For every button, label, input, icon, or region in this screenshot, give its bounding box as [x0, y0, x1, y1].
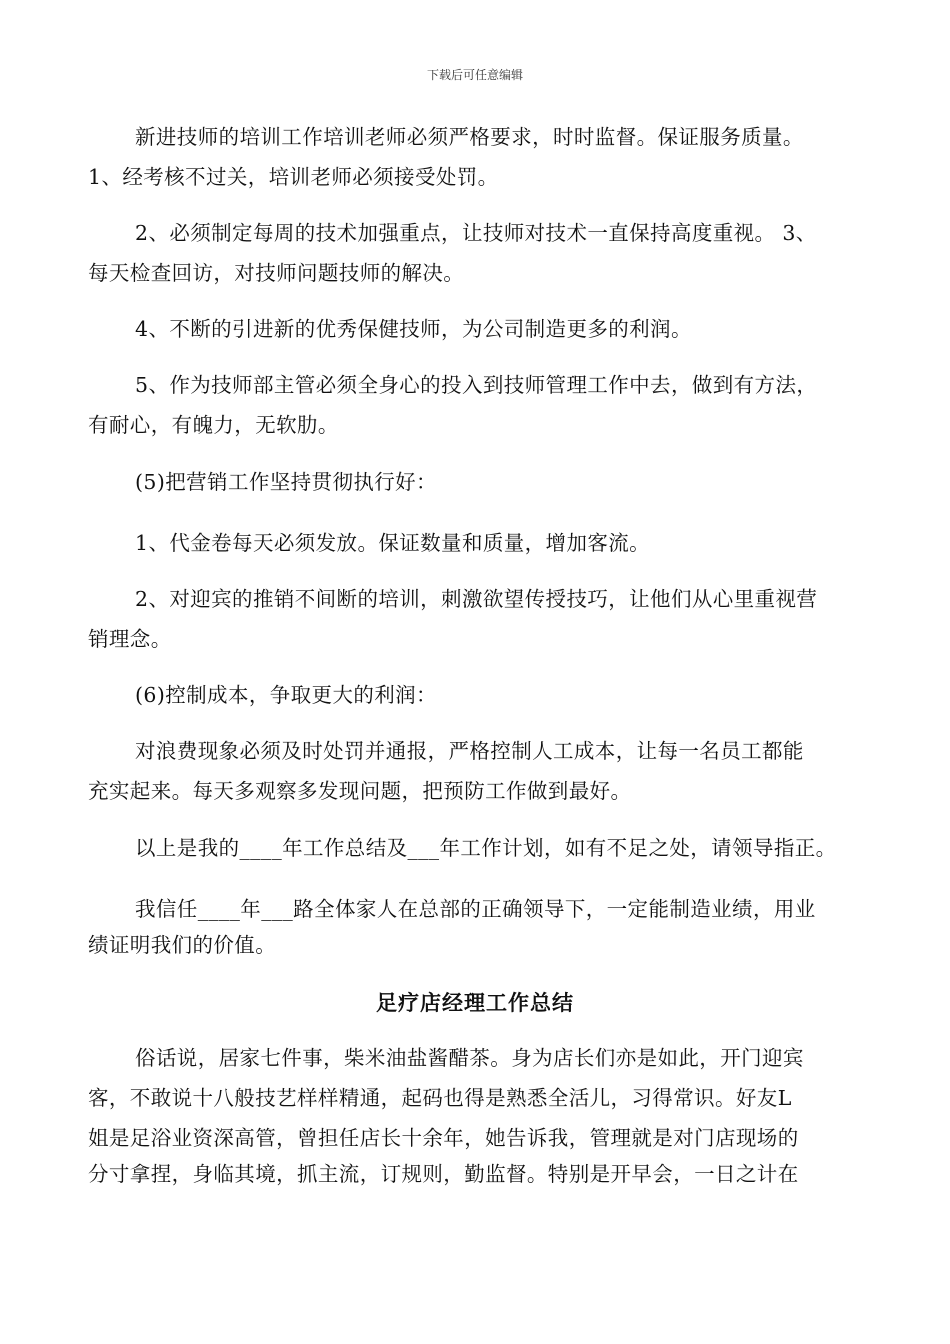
- section-title: 足疗店经理工作总结: [376, 990, 574, 1015]
- section-heading: (6)控制成本，争取更大的利润：: [135, 683, 437, 707]
- paragraph-line: 俗话说，居家七件事，柴米油盐酱醋茶。身为店长们亦是如此，开门迎宾: [135, 1046, 804, 1070]
- paragraph-line: 对浪费现象必须及时处罚并通报，严格控制人工成本，让每一名员工都能: [135, 739, 804, 763]
- paragraph-line: 有耐心，有魄力，无软肋。: [88, 413, 339, 437]
- paragraph-line: 4、不断的引进新的优秀保健技师，为公司制造更多的利润。: [135, 317, 692, 341]
- paragraph-line: 分寸拿捏，身临其境，抓主流，订规则，勤监督。特别是开早会，一日之计在: [88, 1162, 799, 1186]
- paragraph-line: 我信任____年___路全体家人在总部的正确领导下，一定能制造业绩，用业: [135, 897, 816, 921]
- paragraph-line: 1、代金卷每天必须发放。保证数量和质量，增加客流。: [135, 531, 651, 555]
- page-header: 下载后可任意编辑: [426, 68, 523, 82]
- paragraph-line: 绩证明我们的价值。: [88, 933, 277, 957]
- paragraph-line: 新进技师的培训工作培训老师必须严格要求，时时监督。保证服务质量。: [135, 125, 804, 149]
- paragraph-line: 每天检查回访，对技师问题技师的解决。: [88, 261, 465, 285]
- paragraph-line: 2、必须制定每周的技术加强重点，让技师对技术一直保持高度重视。 3、: [135, 221, 817, 245]
- paragraph-line: 充实起来。每天多观察多发现问题，把预防工作做到最好。: [88, 779, 632, 803]
- paragraph-line: 以上是我的____年工作总结及___年工作计划，如有不足之处，请领导指正。: [135, 836, 837, 860]
- paragraph-line: 5、作为技师部主管必须全身心的投入到技师管理工作中去，做到有方法，: [135, 373, 818, 397]
- paragraph-line: 销理念。: [88, 627, 172, 651]
- paragraph-line: 客，不敢说十八般技艺样样精通，起码也得是熟悉全活儿，习得常识。好友L: [88, 1086, 792, 1110]
- paragraph-line: 1、经考核不过关，培训老师必须接受处罚。: [88, 165, 499, 189]
- paragraph-line: 2、对迎宾的推销不间断的培训，刺激欲望传授技巧，让他们从心里重视营: [135, 587, 818, 611]
- paragraph-line: 姐是足浴业资深高管，曾担任店长十余年，她告诉我，管理就是对门店现场的: [88, 1126, 799, 1150]
- section-heading: (5)把营销工作坚持贯彻执行好：: [135, 470, 437, 494]
